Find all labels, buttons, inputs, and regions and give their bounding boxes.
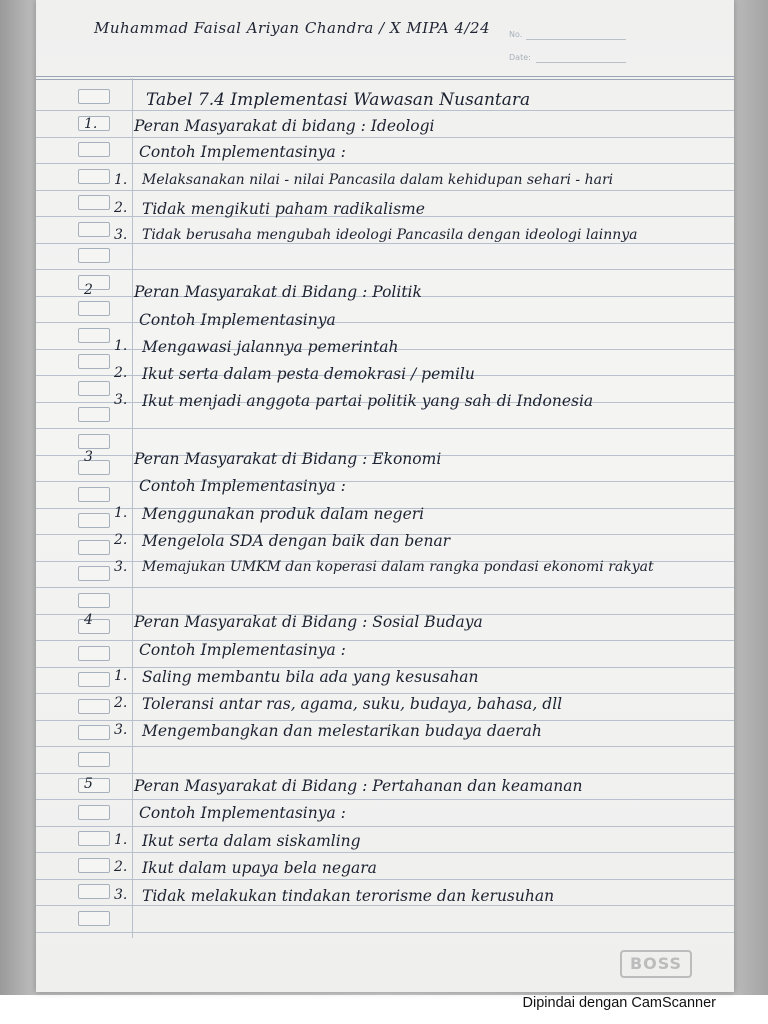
margin-checkbox xyxy=(78,275,110,290)
margin-checkbox xyxy=(78,646,110,661)
no-label: No. xyxy=(509,30,523,39)
item-number: 3. xyxy=(114,227,128,243)
item-text: Tidak mengikuti paham radikalisme xyxy=(142,200,425,218)
section-subheading: Contoh Implementasinya : xyxy=(139,804,346,822)
section-heading: Peran Masyarakat di Bidang : Politik xyxy=(134,283,422,301)
margin-checkbox xyxy=(78,460,110,475)
ruled-line xyxy=(36,773,734,774)
item-number: 2. xyxy=(114,365,128,381)
item-text: Mengelola SDA dengan baik dan benar xyxy=(142,532,451,550)
margin-checkbox xyxy=(78,805,110,820)
item-text: Toleransi antar ras, agama, suku, budaya, bahasa, dll xyxy=(142,695,563,713)
ruled-line xyxy=(36,826,734,827)
margin-checkbox xyxy=(78,248,110,263)
margin-checkbox xyxy=(78,381,110,396)
student-name-line: Muhammad Faisal Ariyan Chandra / X MIPA 4/24 xyxy=(94,19,491,37)
margin-checkbox xyxy=(78,222,110,237)
margin-checkbox xyxy=(78,513,110,528)
section-subheading: Contoh Implementasinya : xyxy=(139,143,346,161)
item-number: 1. xyxy=(114,668,128,684)
ruled-line xyxy=(36,428,734,429)
item-number: 1. xyxy=(114,832,128,848)
item-number: 1. xyxy=(114,505,128,521)
margin-checkbox xyxy=(78,434,110,449)
ruled-line xyxy=(36,905,734,906)
item-number: 3. xyxy=(114,887,128,903)
margin-checkbox xyxy=(78,169,110,184)
margin-checkbox xyxy=(78,858,110,873)
ruled-line xyxy=(36,879,734,880)
section-heading: Peran Masyarakat di Bidang : Sosial Budaya xyxy=(134,613,483,631)
item-number: 2. xyxy=(114,695,128,711)
section-subheading: Contoh Implementasinya : xyxy=(139,641,346,659)
item-text: Ikut menjadi anggota partai politik yang sah di Indonesia xyxy=(142,392,594,410)
ruled-line xyxy=(36,110,734,111)
margin-checkbox xyxy=(78,884,110,899)
item-text: Memajukan UMKM dan koperasi dalam rangka pondasi ekonomi rakyat xyxy=(142,559,654,575)
ruled-line xyxy=(36,932,734,933)
margin-checkbox xyxy=(78,778,110,793)
item-text: Menggunakan produk dalam negeri xyxy=(142,505,425,523)
ruled-line xyxy=(36,137,734,138)
header-divider-double xyxy=(36,79,734,80)
margin-checkbox xyxy=(78,911,110,926)
table-title: Tabel 7.4 Implementasi Wawasan Nusantara xyxy=(146,90,531,110)
ruled-line xyxy=(36,587,734,588)
margin-checkbox xyxy=(78,142,110,157)
margin-checkbox xyxy=(78,540,110,555)
ruled-line xyxy=(36,269,734,270)
notebook-brand-logo: BOSS xyxy=(620,950,692,978)
notebook-page xyxy=(36,0,734,992)
margin-checkbox xyxy=(78,89,110,104)
ruled-line xyxy=(36,746,734,747)
item-text: Ikut serta dalam pesta demokrasi / pemilu xyxy=(142,365,475,383)
section-number: 1. xyxy=(84,116,98,132)
margin-checkbox xyxy=(78,328,110,343)
margin-checkbox xyxy=(78,593,110,608)
item-text: Tidak berusaha mengubah ideologi Pancasila dengan ideologi lainnya xyxy=(142,227,638,243)
section-heading: Peran Masyarakat di bidang : Ideologi xyxy=(134,117,435,135)
item-number: 1. xyxy=(114,172,128,188)
ruled-line xyxy=(36,693,734,694)
item-number: 2. xyxy=(114,859,128,875)
item-text: Tidak melakukan tindakan terorisme dan kerusuhan xyxy=(142,887,555,905)
item-number: 2. xyxy=(114,200,128,216)
margin-checkbox xyxy=(78,487,110,502)
item-number: 3. xyxy=(114,392,128,408)
section-subheading: Contoh Implementasinya xyxy=(139,311,336,329)
ruled-line xyxy=(36,720,734,721)
ruled-line xyxy=(36,243,734,244)
item-text: Mengawasi jalannya pemerintah xyxy=(142,338,399,356)
date-label: Date: xyxy=(509,53,531,62)
item-number: 3. xyxy=(114,722,128,738)
margin-checkbox xyxy=(78,699,110,714)
item-number: 2. xyxy=(114,532,128,548)
ruled-line xyxy=(36,163,734,164)
item-text: Ikut dalam upaya bela negara xyxy=(142,859,377,877)
section-number: 4 xyxy=(84,612,93,628)
item-text: Mengembangkan dan melestarikan budaya daerah xyxy=(142,722,542,740)
item-text: Melaksanakan nilai - nilai Pancasila dalam kehidupan sehari - hari xyxy=(142,172,614,188)
header-divider xyxy=(36,76,734,77)
margin-checkbox xyxy=(78,752,110,767)
margin-checkbox xyxy=(78,354,110,369)
margin-checkbox xyxy=(78,672,110,687)
margin-checkbox xyxy=(78,619,110,634)
margin-checkbox xyxy=(78,301,110,316)
date-underline xyxy=(536,62,626,63)
item-number: 1. xyxy=(114,338,128,354)
section-number: 5 xyxy=(84,776,93,792)
no-underline xyxy=(526,39,626,40)
margin-checkbox xyxy=(78,195,110,210)
margin-checkbox xyxy=(78,725,110,740)
item-number: 3. xyxy=(114,559,128,575)
camscanner-watermark: Dipindai dengan CamScanner xyxy=(522,995,716,1011)
item-text: Saling membantu bila ada yang kesusahan xyxy=(142,668,479,686)
item-text: Ikut serta dalam siskamling xyxy=(142,832,361,850)
section-number: 2 xyxy=(84,282,93,298)
margin-checkbox xyxy=(78,566,110,581)
section-subheading: Contoh Implementasinya : xyxy=(139,477,346,495)
ruled-line xyxy=(36,852,734,853)
margin-checkbox xyxy=(78,407,110,422)
ruled-line xyxy=(36,799,734,800)
section-number: 3 xyxy=(84,449,93,465)
ruled-line xyxy=(36,190,734,191)
margin-checkbox xyxy=(78,831,110,846)
section-heading: Peran Masyarakat di Bidang : Pertahanan dan keamanan xyxy=(134,777,583,795)
section-heading: Peran Masyarakat di Bidang : Ekonomi xyxy=(134,450,442,468)
